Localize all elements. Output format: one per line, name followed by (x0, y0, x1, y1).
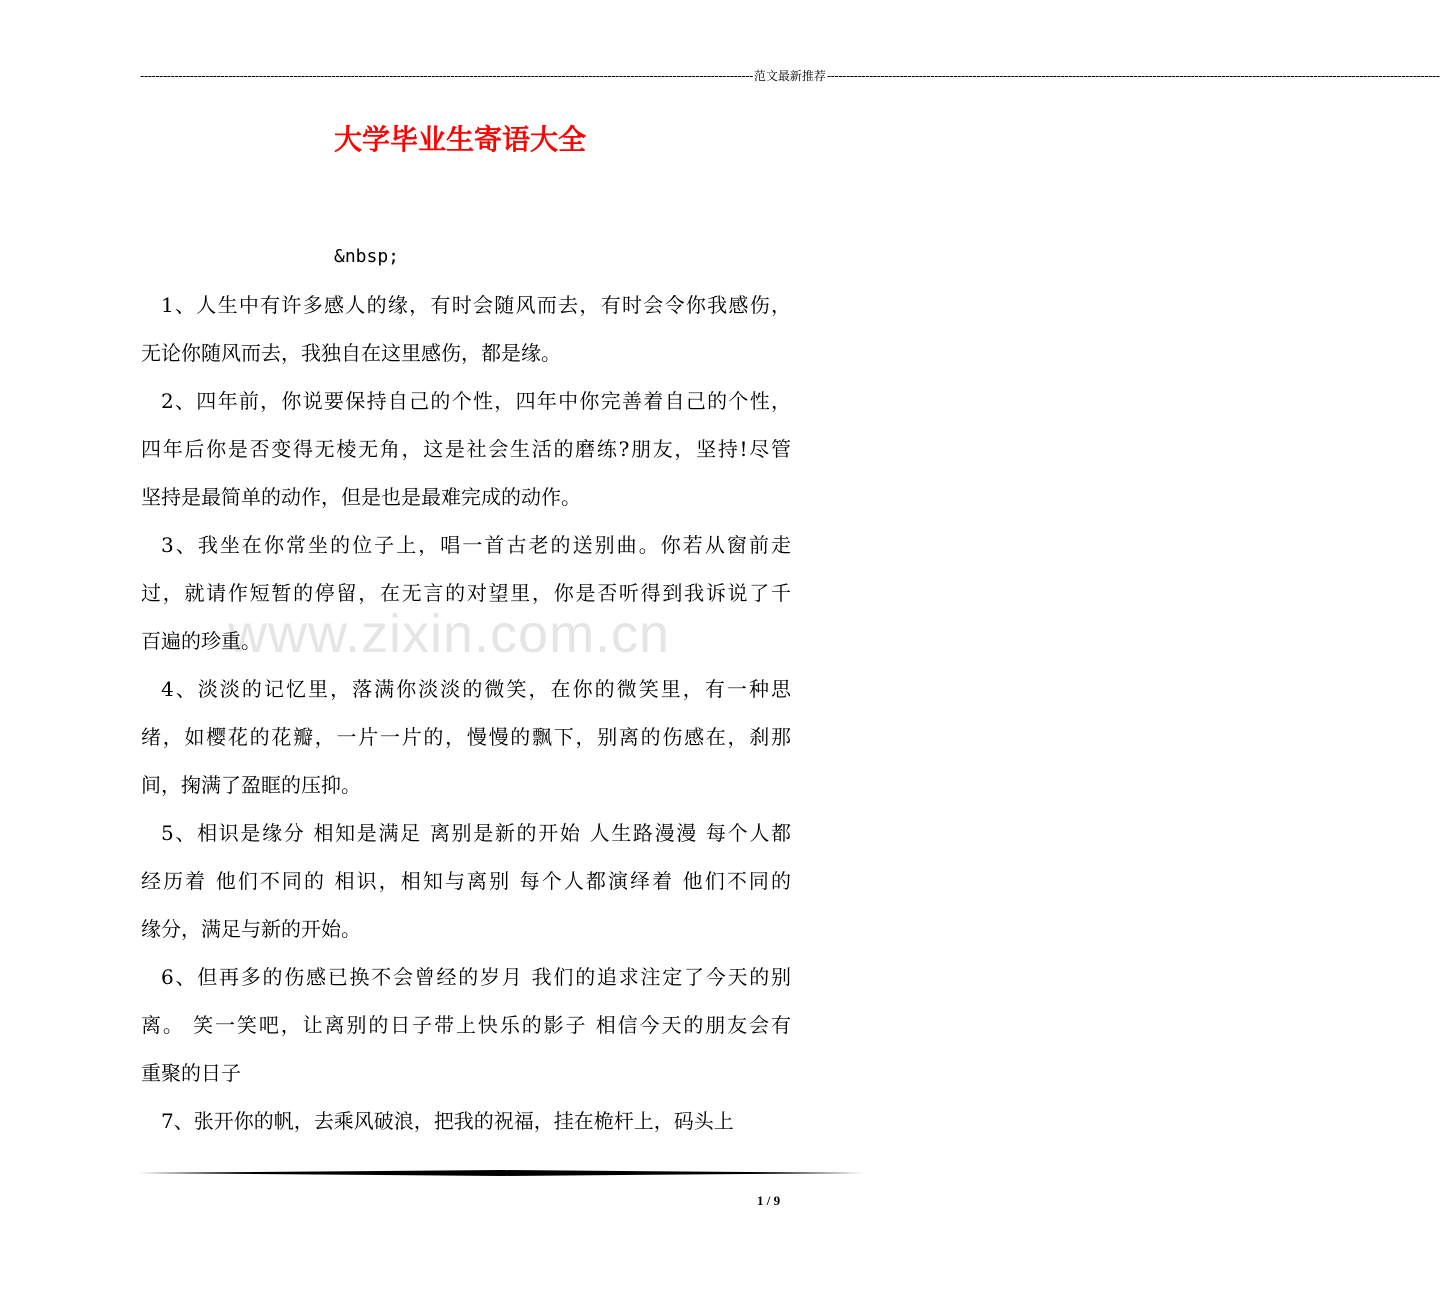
nbsp-line: &nbsp; (334, 246, 400, 267)
paragraph-5-line: 缘分，满足与新的开始。 (141, 917, 361, 941)
paragraph-2-line: 2、四年前，你说要保持自己的个性，四年中你完善着自己的个性， (161, 389, 791, 413)
paragraph-5-line: 经历着 他们不同的 相识，相知与离别 每个人都演绎着 他们不同的 (141, 869, 791, 893)
paragraph-4-line: 绪，如樱花的花瓣，一片一片的，慢慢的飘下，别离的伤感在，刹那 (141, 725, 791, 749)
paragraph-6-line: 离。 笑一笑吧，让离别的日子带上快乐的影子 相信今天的朋友会有 (141, 1013, 791, 1037)
paragraph-2-line: 四年后你是否变得无棱无角，这是社会生活的磨练?朋友，坚持!尽管 (141, 437, 791, 461)
header-dashes-left: ---------------------------------------------------------------------------------------------------------------------------------------------------------------- (140, 69, 753, 83)
page-header (140, 68, 1440, 84)
paragraph-3-line: 过，就请作短暂的停留，在无言的对望里，你是否听得到我诉说了千 (141, 581, 791, 605)
paragraph-4-line: 间，掬满了盈眶的压抑。 (141, 773, 361, 797)
header-dashes-right: ---------------------------------------------------------------------------------------------------------------------------------------------------------------- (826, 69, 1440, 83)
paragraph-6-line: 重聚的日子 (141, 1061, 241, 1085)
watermark: www.zixin.com.cn (228, 604, 671, 664)
page-number: 1 / 9 (757, 1193, 781, 1208)
paragraph-3-line: 3、我坐在你常坐的位子上，唱一首古老的送别曲。你若从窗前走 (161, 533, 791, 557)
footer-rule (138, 1170, 864, 1176)
paragraph-2-line: 坚持是最简单的动作，但是也是最难完成的动作。 (141, 485, 581, 509)
paragraph-6-line: 6、但再多的伤感已换不会曾经的岁月 我们的追求注定了今天的别 (161, 965, 791, 989)
paragraph-3-line: 百遍的珍重。 (141, 629, 261, 653)
paragraph-7-line: 7、张开你的帆，去乘风破浪，把我的祝福，挂在桅杆上，码头上 (161, 1109, 734, 1133)
document-title: 大学毕业生寄语大全 (333, 123, 586, 156)
header-label: 范文最新推荐 (753, 69, 826, 83)
paragraph-4-line: 4、淡淡的记忆里，落满你淡淡的微笑，在你的微笑里，有一种思 (161, 677, 791, 701)
paragraph-5-line: 5、相识是缘分 相知是满足 离别是新的开始 人生路漫漫 每个人都 (161, 821, 791, 845)
paragraph-1-line: 1、人生中有许多感人的缘，有时会随风而去，有时会令你我感伤， (161, 293, 791, 317)
paragraph-1-line: 无论你随风而去，我独自在这里感伤，都是缘。 (141, 341, 561, 365)
document-body (141, 233, 791, 1145)
